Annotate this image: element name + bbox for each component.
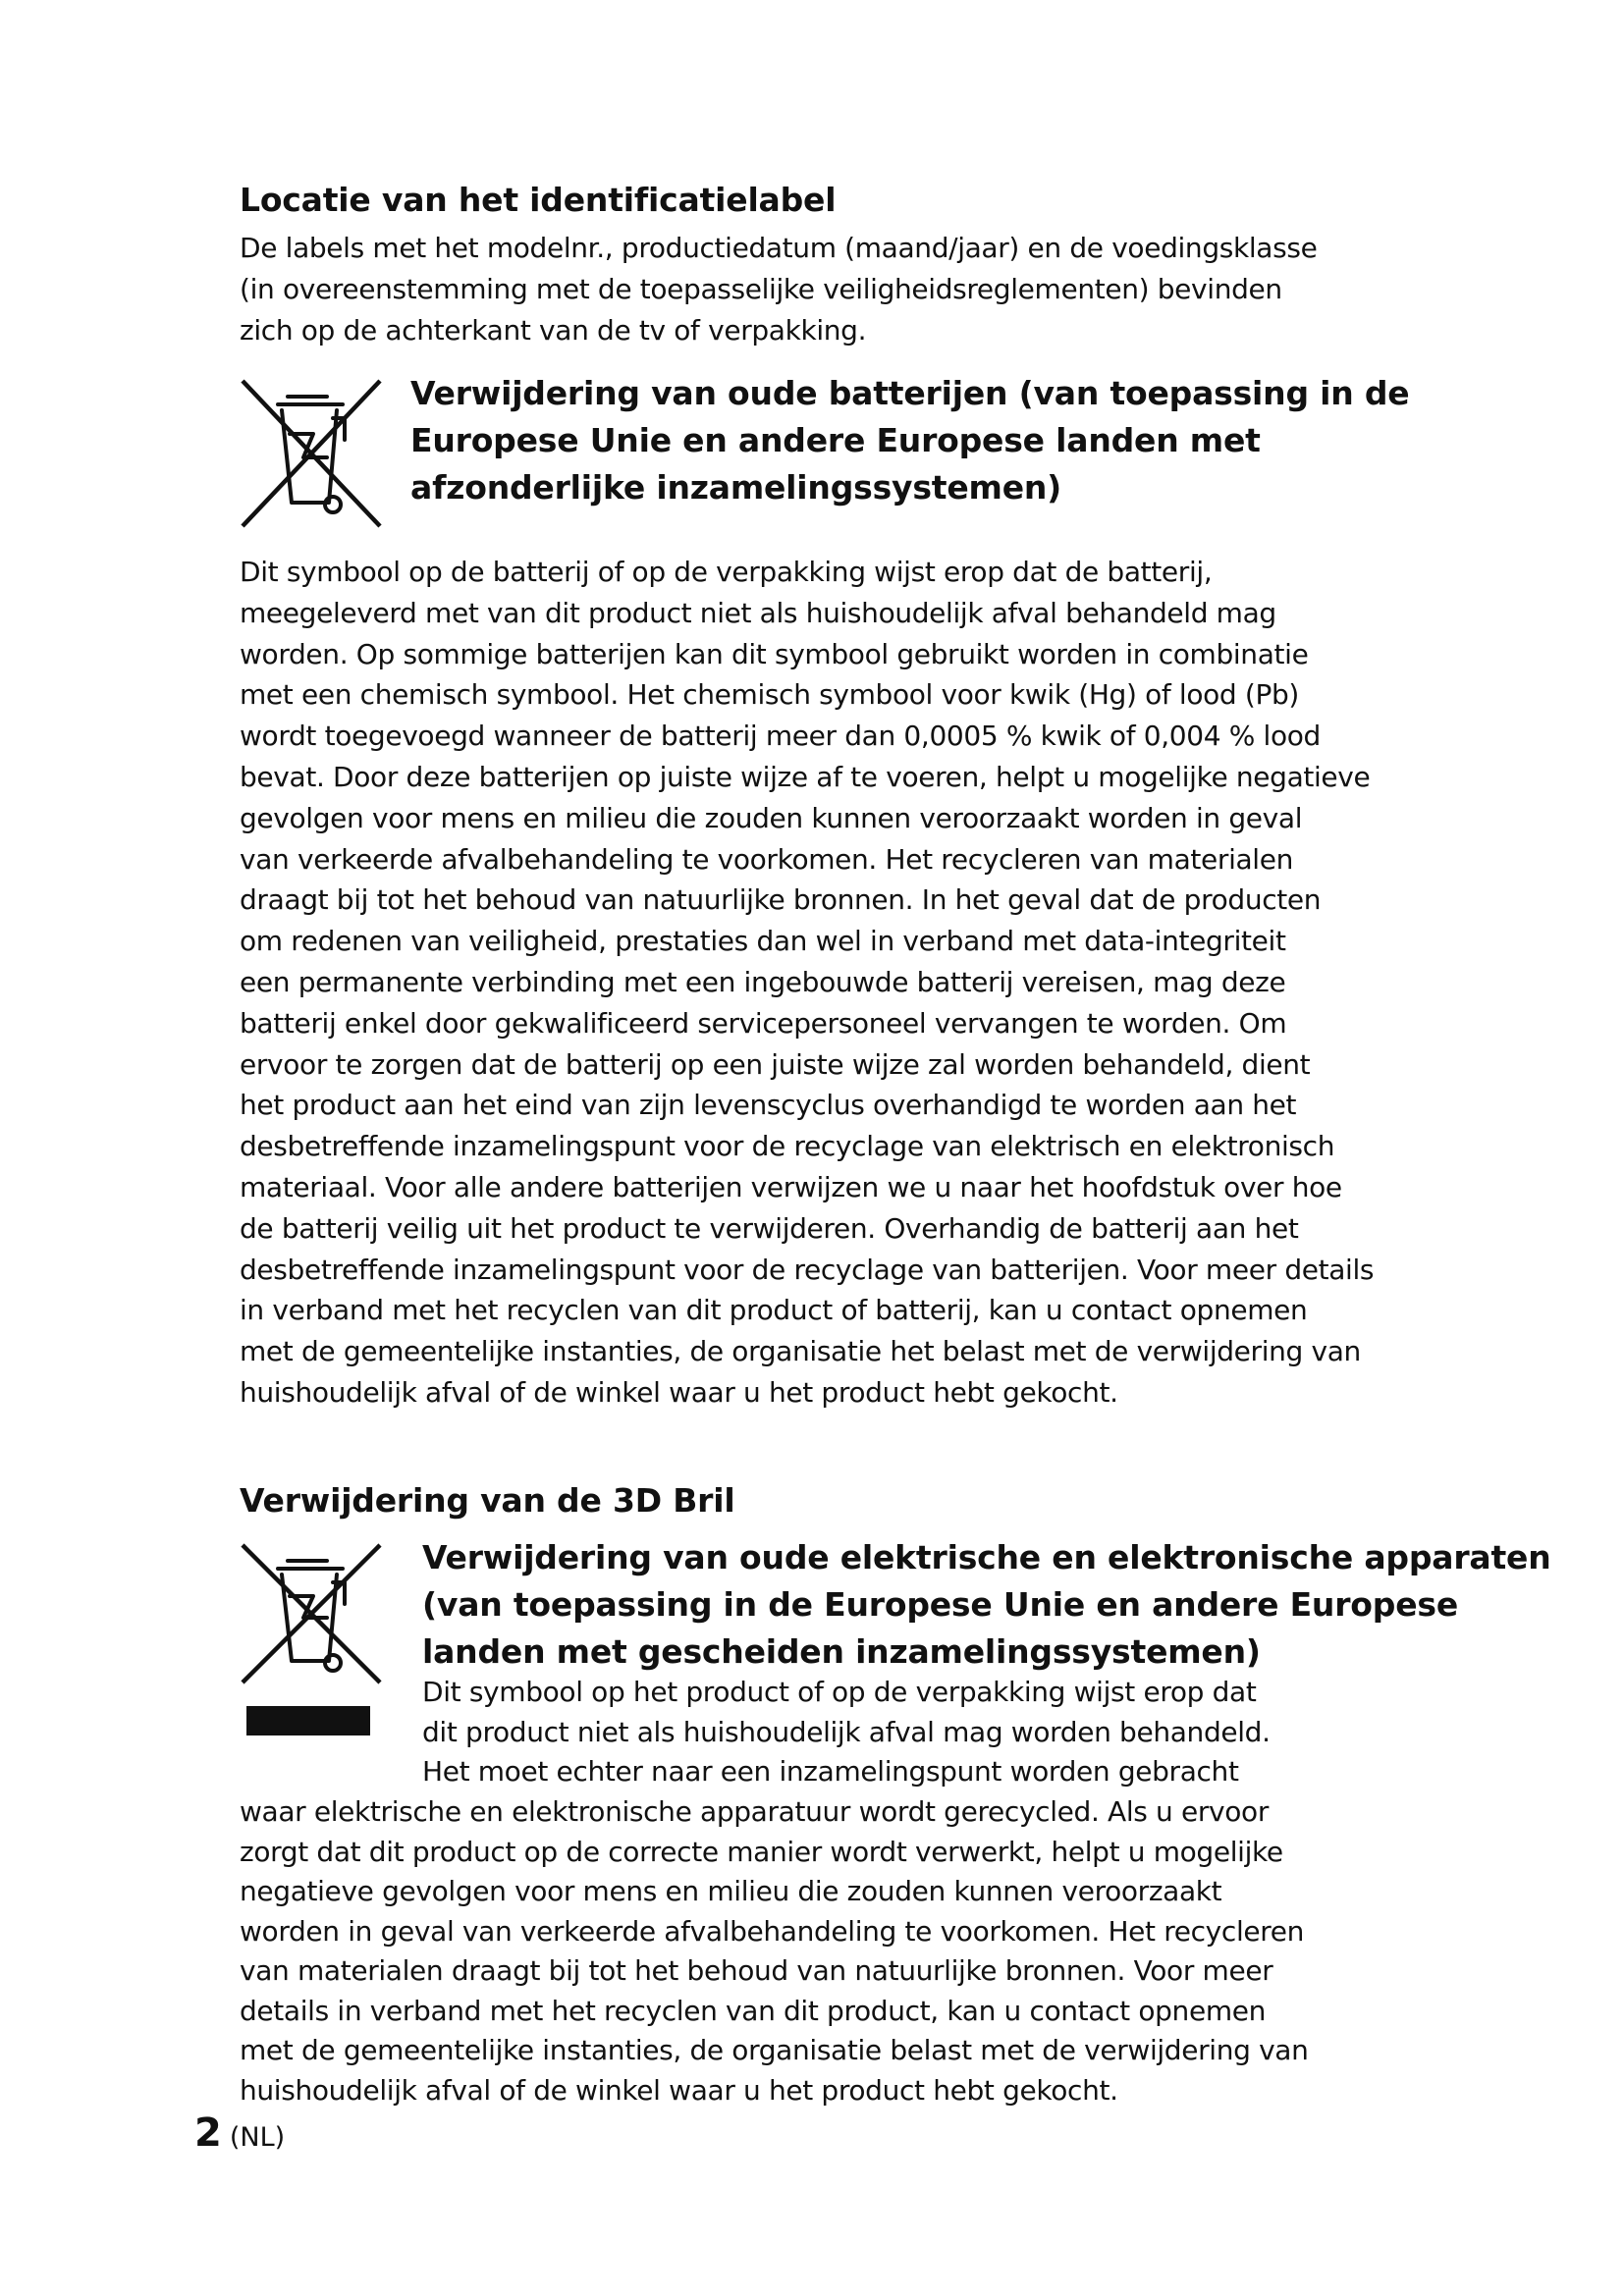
text-line: huishoudelijk afval of de winkel waar u het product hebt gekocht. [240,1375,1118,1409]
paragraph-weee-disposal [240,1792,1309,2110]
text-line: waar elektrische en elektronische apparatuur wordt gerecycled. Als u ervoor [240,1795,1269,1828]
language-code: (NL) [229,2122,286,2153]
text-line: met een chemisch symbool. Het chemisch symbool voor kwik (Hg) of lood (Pb) [240,678,1299,712]
text-line: gevolgen voor mens en milieu die zouden kunnen veroorzaakt worden in geval [240,801,1303,834]
text-line: wordt toegevoegd wanneer de batterij meer dan 0,0005 % kwik of 0,004 % lood [240,720,1321,753]
crossed-out-wheelie-bin-icon [239,375,386,532]
text-line: De labels met het modelnr., productiedatum (maand/jaar) en de voedingsklasse [240,232,1318,264]
text-line: Dit symbool op het product of op de verpakking wijst erop dat [422,1676,1257,1708]
text-line: desbetreffende inzamelingspunt voor de recyclage van batterijen. Voor meer details [240,1253,1375,1286]
page-folio [194,2110,285,2156]
heading-line: Verwijdering van oude elektrische en elektronische apparaten [422,1538,1551,1576]
heading-line: afzonderlijke inzamelingssystemen) [410,468,1062,507]
text-line: draagt bij tot het behoud van natuurlijke bronnen. In het geval dat de producten [240,883,1322,917]
text-line: het product aan het eind van zijn levenscyclus overhandigd te worden aan het [240,1089,1297,1122]
text-line: bevat. Door deze batterijen op juiste wijze af te voeren, helpt u mogelijke negatieve [240,760,1371,793]
heading-3d-glasses-disposal: Verwijdering van de 3D Bril [240,1481,735,1520]
text-line: van verkeerde afvalbehandeling te voorkomen. Het recycleren van materialen [240,842,1294,876]
text-line: negatieve gevolgen voor mens en milieu die zouden kunnen veroorzaakt [240,1875,1222,1907]
paragraph-weee-indented [422,1673,1271,1792]
paragraph-identification-label [240,228,1317,350]
text-line: zich op de achterkant van de tv of verpakking. [240,313,867,347]
text-line: (in overeenstemming met de toepasselijke veiligheidsreglementen) bevinden [240,272,1282,305]
text-line: in verband met het recyclen van dit product of batterij, kan u contact opnemen [240,1294,1308,1327]
heading-weee-disposal [422,1534,1551,1676]
text-line: met de gemeentelijke instanties, de organisatie het belast met de verwijdering van [240,1335,1361,1368]
text-line: de batterij veilig uit het product te verwijderen. Overhandig de batterij aan het [240,1211,1299,1245]
text-line: Het moet echter naar een inzamelingspunt worden gebracht [422,1755,1239,1788]
text-line: zorgt dat dit product op de correcte manier wordt verwerkt, helpt u mogelijke [240,1835,1283,1868]
text-line: details in verband met het recyclen van dit product, kan u contact opnemen [240,1994,1267,2027]
text-line: van materialen draagt bij tot het behoud van natuurlijke bronnen. Voor meer [240,1954,1273,1987]
heading-line: landen met gescheiden inzamelingssystemen) [422,1632,1261,1671]
text-line: Dit symbool op de batterij of op de verpakking wijst erop dat de batterij, [240,556,1213,588]
text-line: om redenen van veiligheid, prestaties dan wel in verband met data-integriteit [240,925,1286,958]
text-line: huishoudelijk afval of de winkel waar u het product hebt gekocht. [240,2073,1118,2107]
page-number: 2 [194,2110,222,2156]
text-line: met de gemeentelijke instanties, de organisatie belast met de verwijdering van [240,2034,1309,2066]
paragraph-battery-disposal [240,552,1374,1414]
text-line: worden in geval van verkeerde afvalbehandeling te voorkomen. Het recycleren [240,1914,1305,1948]
text-line: materiaal. Voor alle andere batterijen verwijzen we u naar het hoofdstuk over hoe [240,1170,1342,1203]
text-line: worden. Op sommige batterijen kan dit symbool gebruikt worden in combinatie [240,637,1309,670]
heading-line: Verwijdering van oude batterijen (van toepassing in de [410,374,1410,412]
heading-identification-label: Locatie van het identificatielabel [240,181,837,219]
heading-line: Europese Unie en andere Europese landen met [410,421,1261,459]
heading-line: (van toepassing in de Europese Unie en andere Europese [422,1585,1458,1624]
text-line: desbetreffende inzamelingspunt voor de recyclage van elektrisch en elektronisch [240,1130,1335,1163]
text-line: meegeleverd met van dit product niet als huishoudelijk afval behandeld mag [240,596,1276,629]
text-line: ervoor te zorgen dat de batterij op een juiste wijze zal worden behandeld, dient [240,1047,1311,1081]
text-line: een permanente verbinding met een ingebouwde batterij vereisen, mag deze [240,965,1286,998]
heading-battery-disposal [410,370,1409,511]
text-line: dit product niet als huishoudelijk afval mag worden behandeld. [422,1715,1271,1748]
crossed-out-wheelie-bin-with-bar-icon [239,1539,386,1735]
text-line: batterij enkel door gekwalificeerd servicepersoneel vervangen te worden. Om [240,1006,1287,1040]
